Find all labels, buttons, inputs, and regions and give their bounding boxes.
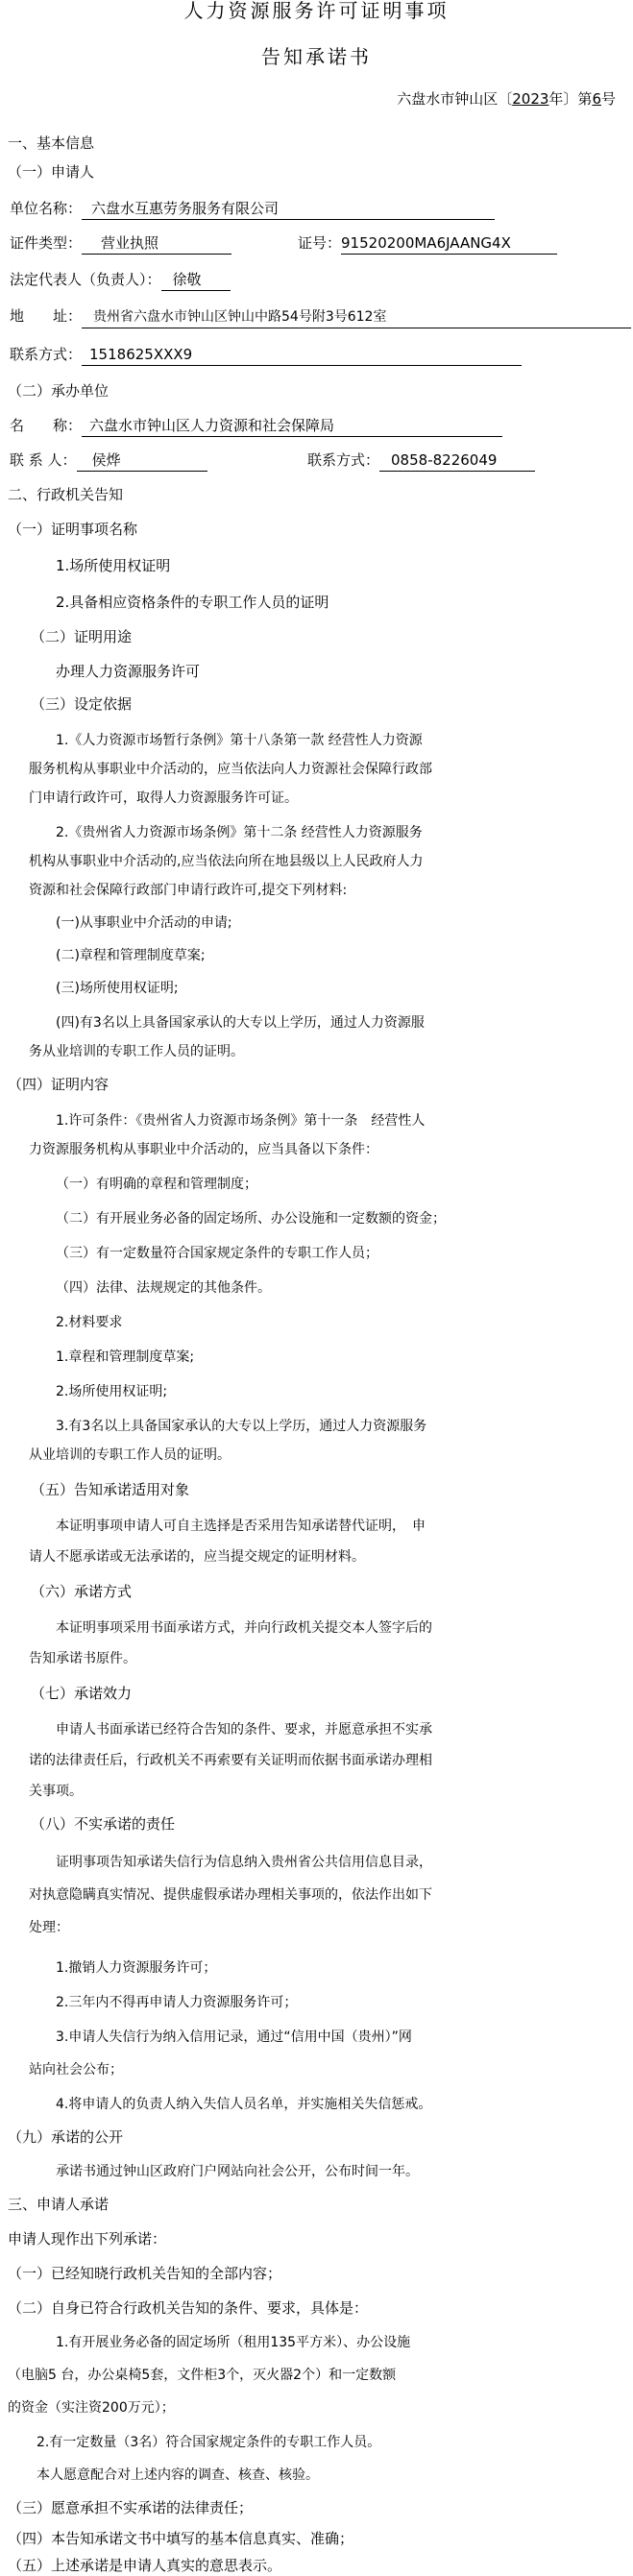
scope-line: 请人不愿承诺或无法承诺的，应当提交规定的证明材料。 <box>29 1549 365 1565</box>
liability-item: 2.三年内不得再申请人力资源服务许可； <box>56 1995 298 2010</box>
basis-2-item: (一)从事职业中介活动的申请; <box>56 915 232 931</box>
cert-no-row: 证号：91520200MA6JAANG4X <box>298 232 557 255</box>
liability-item: 4.将申请人的负责人纳入失信人员名单，并实施相关失信惩戒。 <box>56 2097 432 2112</box>
org-phone-row: 联系方式： 0858-8226049 <box>307 450 535 472</box>
commitment-detail: 的资金（实注资200万元）； <box>8 2400 175 2416</box>
liability-line: 对执意隐瞒真实情况、提供虚假承诺办理相关事项的，依法作出如下 <box>29 1887 432 1903</box>
commitment-item: （一）已经知晓行政机关告知的全部内容； <box>8 2265 282 2282</box>
basis-2-item: 务从业培训的专职工作人员的证明。 <box>29 1044 244 1059</box>
section-commitment-heading: 三、申请人承诺 <box>8 2196 110 2213</box>
basis-2-line: 机构从事职业中介活动的,应当依法向所在地县级以上人民政府人力 <box>29 854 424 869</box>
liability-line: 证明事项告知承诺失信行为信息纳入贵州省公共信用信息目录， <box>56 1855 432 1870</box>
scope-heading: （五）告知承诺适用对象 <box>31 1481 190 1498</box>
cert-item-2: 2.具备相应资格条件的专职工作人员的证明 <box>56 594 329 611</box>
content-2-item: 1.章程和管理制度草案; <box>56 1349 195 1365</box>
cert-type-row: 证件类型： 营业执照 <box>10 232 231 255</box>
org-name-value: 六盘水市钟山区人力资源和社会保障局 <box>82 415 502 437</box>
legal-rep-row: 法定代表人（负责人）： 徐敬 <box>10 269 231 291</box>
section-basic-info-heading: 一、基本信息 <box>8 134 95 152</box>
commitment-intro: 申请人现作出下列承诺： <box>8 2230 167 2248</box>
cert-item-1: 1.场所使用权证明 <box>56 557 171 574</box>
commitment-item: （二）自身已符合行政机关告知的条件、要求，具体是： <box>8 2299 369 2317</box>
doc-title: 人力资源服务许可证明事项 <box>183 0 450 22</box>
disclosure-line: 承诺书通过钟山区政府门户网站向社会公开，公布时间一年。 <box>56 2164 419 2179</box>
method-heading: （六）承诺方式 <box>31 1583 133 1600</box>
commitment-item: （三）愿意承担不实承诺的法律责任； <box>8 2499 254 2516</box>
commitment-item: （五）上述承诺是申请人真实的意思表示。 <box>8 2557 282 2574</box>
disclosure-heading: （九）承诺的公开 <box>8 2128 124 2146</box>
org-name-row: 名 称： 六盘水市钟山区人力资源和社会保障局 <box>10 415 502 437</box>
content-2-item: 从业培训的专职工作人员的证明。 <box>29 1447 231 1463</box>
commitment-item: （四）本告知承诺文书中填写的基本信息真实、准确； <box>8 2530 354 2547</box>
org-person-row: 联 系 人： 侯烨 <box>10 450 207 472</box>
liability-item: 1.撤销人力资源服务许可； <box>56 1960 217 1976</box>
effect-heading: （七）承诺效力 <box>31 1685 133 1702</box>
contact-row: 联系方式： 1518625XXX9 <box>10 344 522 366</box>
liability-heading: （八）不实承诺的责任 <box>31 1815 176 1833</box>
basis-2-item: (四)有3名以上具备国家承认的大专以上学历，通过人力资源服 <box>56 1015 425 1031</box>
cert-no-value: 91520200MA6JAANG4X <box>341 232 557 255</box>
unit-name-row: 单位名称： 六盘水互惠劳务服务有限公司 <box>10 198 495 220</box>
basis-1-line: 服务机构从事职业中介活动的，应当依法向人力资源社会保障行政部 <box>29 762 432 777</box>
purpose-text: 办理人力资源服务许可 <box>56 663 201 680</box>
basis-2-item: (三)场所使用权证明; <box>56 981 179 996</box>
commitment-detail: 1.有开展业务必备的固定场所（租用135平方米）、办公设施 <box>56 2335 411 2350</box>
legal-rep-value: 徐敬 <box>161 269 231 291</box>
effect-line: 关事项。 <box>29 1784 83 1799</box>
basis-1-line: 门申请行政许可，取得人力资源服务许可证。 <box>29 790 298 806</box>
section-notice-heading: 二、行政机关告知 <box>8 486 124 503</box>
org-person-value: 侯烨 <box>77 450 207 472</box>
liability-line: 处理： <box>29 1920 69 1935</box>
doc-number: 六盘水市钟山区〔2023年〕第6号 <box>397 90 616 108</box>
commitment-detail: （电脑5 台，办公桌椅5套，文件柜3个，灭火器2个）和一定数额 <box>8 2368 397 2383</box>
commitment-detail: 本人愿意配合对上述内容的调查、核查、核验。 <box>37 2467 319 2483</box>
content-1-item: （二）有开展业务必备的固定场所、办公设施和一定数额的资金； <box>56 1211 446 1227</box>
doc-subtitle: 告知承诺书 <box>261 45 372 68</box>
liability-item: 3.申请人失信行为纳入信用记录，通过“信用中国（贵州）”网 <box>56 2029 412 2045</box>
effect-line: 诺的法律责任后，行政机关不再索要有关证明而依据书面承诺办理相 <box>29 1753 432 1768</box>
address-row: 地 址： 贵州省六盘水市钟山区钟山中路54号附3号612室 <box>10 305 631 328</box>
basis-2-line: 资源和社会保障行政部门申请行政许可,提交下列材料: <box>29 883 348 898</box>
purpose-heading: （二）证明用途 <box>31 628 133 645</box>
basis-heading: （三）设定依据 <box>31 695 133 713</box>
content-2-heading: 2.材料要求 <box>56 1315 123 1330</box>
org-heading: （二）承办单位 <box>8 382 110 400</box>
scope-line: 本证明事项申请人可自主选择是否采用告知承诺替代证明， 申 <box>56 1519 426 1534</box>
content-heading: （四）证明内容 <box>8 1076 110 1093</box>
method-line: 告知承诺书原件。 <box>29 1651 136 1666</box>
effect-line: 申请人书面承诺已经符合告知的条件、要求，并愿意承担不实承 <box>56 1722 432 1738</box>
method-line: 本证明事项采用书面承诺方式，并向行政机关提交本人签字后的 <box>56 1620 432 1636</box>
basis-2-item: (二)章程和管理制度草案; <box>56 948 206 963</box>
basis-2-line: 2.《贵州省人力资源市场条例》第十二条 经营性人力资源服务 <box>56 825 423 840</box>
content-1-item: （一）有明确的章程和管理制度； <box>56 1177 257 1192</box>
basis-1-line: 1.《人力资源市场暂行条例》第十八条第一款 经营性人力资源 <box>56 733 423 748</box>
content-2-item: 3.有3名以上具备国家承认的大专以上学历，通过人力资源服务 <box>56 1419 427 1434</box>
commitment-detail: 2.有一定数量（3名）符合国家规定条件的专职工作人员。 <box>37 2435 381 2450</box>
address-value: 贵州省六盘水市钟山区钟山中路54号附3号612室 <box>82 306 631 328</box>
content-2-item: 2.场所使用权证明; <box>56 1384 168 1399</box>
cert-item-heading: （一）证明事项名称 <box>8 521 138 538</box>
content-1-line: 力资源服务机构从事职业中介活动的，应当具备以下条件： <box>29 1142 378 1157</box>
applicant-heading: （一）申请人 <box>8 163 95 181</box>
org-phone-value: 0858-8226049 <box>379 450 535 472</box>
content-1-item: （三）有一定数量符合国家规定条件的专职工作人员； <box>56 1246 378 1261</box>
unit-name-value: 六盘水互惠劳务服务有限公司 <box>82 198 495 220</box>
liability-item: 站向社会公布； <box>29 2062 123 2078</box>
content-1-item: （四）法律、法规规定的其他条件。 <box>56 1280 271 1296</box>
cert-type-value: 营业执照 <box>82 232 231 255</box>
contact-value: 1518625XXX9 <box>82 344 522 366</box>
content-1-line: 1.许可条件：《贵州省人力资源市场条例》第十一条 经营性人 <box>56 1113 426 1129</box>
